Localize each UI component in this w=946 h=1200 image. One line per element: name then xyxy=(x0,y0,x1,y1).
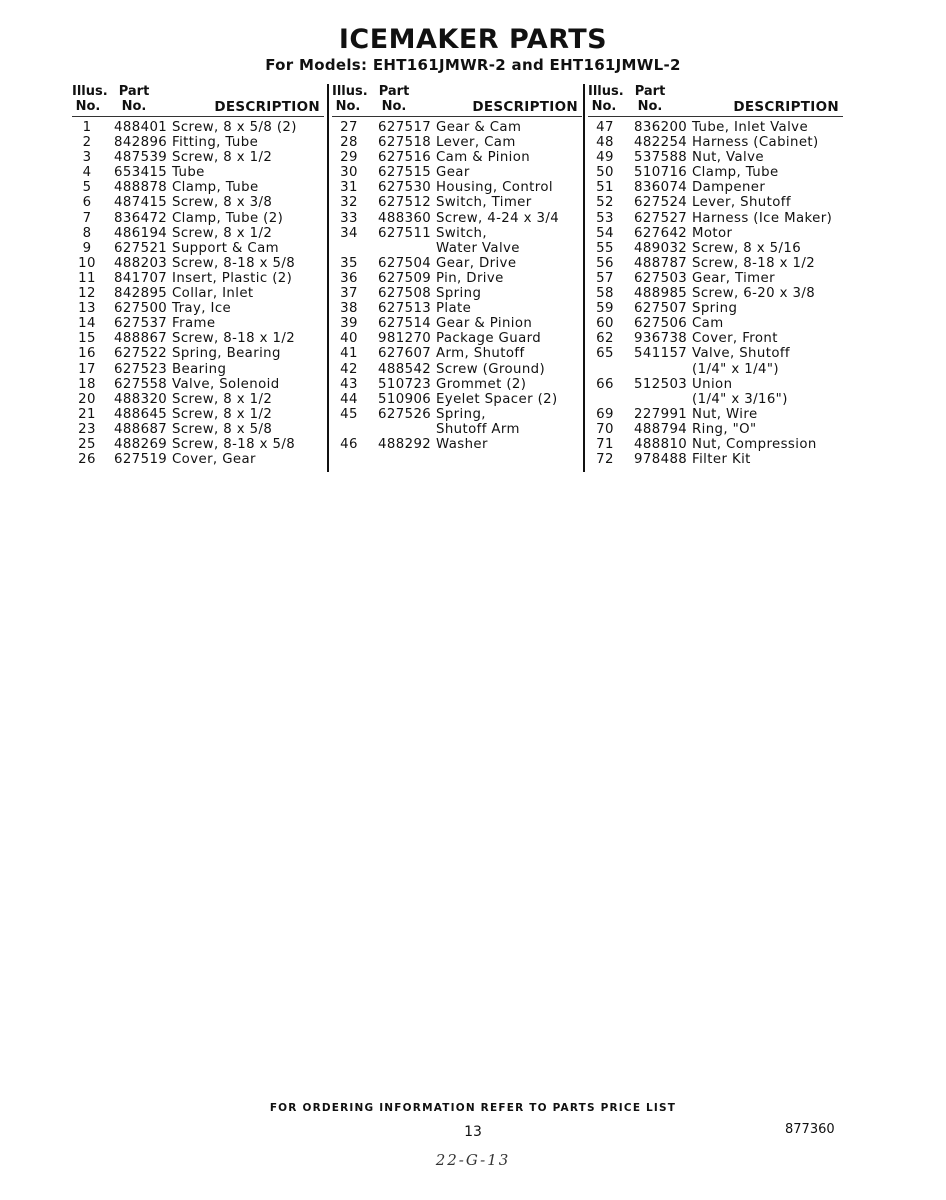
illus-no xyxy=(332,241,366,256)
part-no: 627511 xyxy=(378,225,432,241)
description: Screw, 8 x 3/8 xyxy=(172,195,273,211)
part-no: 488360 xyxy=(378,210,432,226)
page-subtitle: For Models: EHT161JMWR-2 and EHT161JMWL-2 xyxy=(265,56,681,74)
illus-no: 21 xyxy=(78,406,96,422)
illus-no: 9 xyxy=(82,240,92,256)
part-no: 487539 xyxy=(114,150,168,166)
part-no: 488687 xyxy=(114,421,168,437)
part-no: 488292 xyxy=(378,436,432,452)
part-no: 627503 xyxy=(634,270,688,286)
table-row xyxy=(72,407,324,422)
table-row xyxy=(588,392,843,407)
description: Lever, Cam xyxy=(436,135,516,151)
table-row xyxy=(588,195,843,210)
part-no: 488401 xyxy=(114,120,168,135)
illus-no: 55 xyxy=(596,240,614,256)
illus-no: 28 xyxy=(340,135,358,151)
illus-no: 45 xyxy=(340,406,358,422)
parts-column-2 xyxy=(332,84,582,452)
page-title: ICEMAKER PARTS xyxy=(338,24,608,55)
part-no: 512503 xyxy=(634,376,688,392)
description: Screw, 8-18 x 1/2 xyxy=(172,331,296,347)
table-row xyxy=(332,150,582,165)
illus-no: 58 xyxy=(596,286,614,302)
description: Shutoff Arm xyxy=(436,421,520,437)
part-no: 653415 xyxy=(114,165,168,181)
part-no: 627508 xyxy=(378,286,432,302)
part-no: 510906 xyxy=(378,391,432,407)
part-no: 842896 xyxy=(114,135,168,151)
description: Ring, "O" xyxy=(692,421,757,437)
description: Support & Cam xyxy=(172,240,279,256)
table-row xyxy=(332,422,582,437)
parts-column-1 xyxy=(72,84,324,467)
description: Lever, Shutoff xyxy=(692,195,791,211)
part-no: 627506 xyxy=(634,316,688,332)
table-row xyxy=(72,422,324,437)
table-row xyxy=(588,286,843,301)
description: Motor xyxy=(692,225,733,241)
description: Cam & Pinion xyxy=(436,150,531,166)
description: Screw, 8 x 5/8 xyxy=(172,421,273,437)
illus-no: 6 xyxy=(82,195,92,211)
table-row xyxy=(72,180,324,195)
illus-no: 48 xyxy=(596,135,614,151)
description: Valve, Solenoid xyxy=(172,376,280,392)
table-row xyxy=(72,331,324,346)
page-number: 13 xyxy=(464,1124,482,1140)
illus-no: 56 xyxy=(596,255,614,271)
table-row xyxy=(332,331,582,346)
part-no: 537588 xyxy=(634,150,688,166)
table-row xyxy=(332,120,582,135)
description: Screw, 6-20 x 3/8 xyxy=(692,286,816,302)
illus-no: 11 xyxy=(78,270,96,286)
description: Screw (Ground) xyxy=(436,361,546,377)
header-part-no: Part No. xyxy=(118,84,150,114)
illus-no: 7 xyxy=(82,210,92,226)
part-no: 836200 xyxy=(634,120,688,135)
description: Harness (Ice Maker) xyxy=(692,210,833,226)
part-no: 627521 xyxy=(114,240,168,256)
part-no: 836074 xyxy=(634,180,688,196)
table-row xyxy=(588,362,843,377)
table-row xyxy=(332,256,582,271)
table-row xyxy=(332,241,582,256)
table-row xyxy=(332,362,582,377)
part-no: 841707 xyxy=(114,270,168,286)
table-row xyxy=(332,286,582,301)
description: Cover, Front xyxy=(692,331,778,347)
part-no: 627524 xyxy=(634,195,688,211)
description: Screw, 8-18 x 1/2 xyxy=(692,255,816,271)
part-no: 627515 xyxy=(378,165,432,181)
part-no: 627523 xyxy=(114,361,168,377)
table-row xyxy=(72,271,324,286)
table-row xyxy=(332,195,582,210)
part-no: 627522 xyxy=(114,346,168,362)
table-row xyxy=(588,180,843,195)
illus-no: 14 xyxy=(78,316,96,332)
table-row xyxy=(588,150,843,165)
description: Screw, 8 x 1/2 xyxy=(172,406,273,422)
description: Union xyxy=(692,376,733,392)
column-divider xyxy=(327,84,329,472)
table-row xyxy=(72,195,324,210)
table-row xyxy=(588,422,843,437)
illus-no: 36 xyxy=(340,270,358,286)
part-no: 227991 xyxy=(634,406,688,422)
illus-no: 8 xyxy=(82,225,92,241)
part-no: 627500 xyxy=(114,301,168,317)
description: Bearing xyxy=(172,361,227,377)
illus-no: 43 xyxy=(340,376,358,392)
illus-no: 42 xyxy=(340,361,358,377)
part-no: 627518 xyxy=(378,135,432,151)
description: Screw, 8 x 5/16 xyxy=(692,240,802,256)
part-no: 627513 xyxy=(378,301,432,317)
illus-no: 3 xyxy=(82,150,92,166)
part-no xyxy=(366,241,436,256)
table-row xyxy=(588,120,843,135)
table-row xyxy=(588,346,843,361)
illus-no: 15 xyxy=(78,331,96,347)
table-row xyxy=(72,346,324,361)
header-illus-no: Illus. No. xyxy=(72,84,108,114)
description: Gear xyxy=(436,165,470,181)
table-row xyxy=(332,392,582,407)
illus-no: 57 xyxy=(596,270,614,286)
table-row xyxy=(72,301,324,316)
table-row xyxy=(72,362,324,377)
header-description: DESCRIPTION xyxy=(472,99,578,115)
part-no: 488985 xyxy=(634,286,688,302)
table-row xyxy=(72,150,324,165)
part-no: 482254 xyxy=(634,135,688,151)
description: Package Guard xyxy=(436,331,542,347)
part-no: 627514 xyxy=(378,316,432,332)
part-no: 510716 xyxy=(634,165,688,181)
description: Grommet (2) xyxy=(436,376,527,392)
table-row xyxy=(588,377,843,392)
table-row xyxy=(72,165,324,180)
description: Filter Kit xyxy=(692,452,751,468)
illus-no: 32 xyxy=(340,195,358,211)
table-row xyxy=(332,226,582,241)
header-part-no: Part No. xyxy=(378,84,410,114)
description: Gear, Drive xyxy=(436,255,517,271)
parts-rows xyxy=(332,120,582,452)
illus-no: 34 xyxy=(340,225,358,241)
parts-rows xyxy=(588,120,843,467)
table-row xyxy=(332,211,582,226)
description: Switch, Timer xyxy=(436,195,532,211)
table-row xyxy=(72,226,324,241)
part-no xyxy=(622,362,692,377)
description: Screw, 8 x 1/2 xyxy=(172,391,273,407)
table-row xyxy=(588,316,843,331)
table-row xyxy=(72,241,324,256)
part-no: 486194 xyxy=(114,225,168,241)
description: Spring xyxy=(436,286,482,302)
part-no: 488542 xyxy=(378,361,432,377)
description: Clamp, Tube xyxy=(692,165,779,181)
description: (1/4" x 3/16") xyxy=(692,391,788,407)
part-no: 627504 xyxy=(378,255,432,271)
table-row xyxy=(332,377,582,392)
description: Tube xyxy=(172,165,205,181)
illus-no: 17 xyxy=(78,361,96,377)
header-description: DESCRIPTION xyxy=(733,99,839,115)
column-header xyxy=(72,84,324,117)
part-no: 627642 xyxy=(634,225,688,241)
part-no: 627527 xyxy=(634,210,688,226)
table-row xyxy=(332,437,582,452)
description: Switch, xyxy=(436,225,487,241)
description: Tube, Inlet Valve xyxy=(692,120,809,135)
part-no xyxy=(622,392,692,407)
table-row xyxy=(72,452,324,467)
part-no: 487415 xyxy=(114,195,168,211)
illus-no: 44 xyxy=(340,391,358,407)
description: Housing, Control xyxy=(436,180,553,196)
table-row xyxy=(72,120,324,135)
table-row xyxy=(588,452,843,467)
part-no: 627530 xyxy=(378,180,432,196)
parts-rows xyxy=(72,120,324,467)
illus-no: 46 xyxy=(340,436,358,452)
header-description: DESCRIPTION xyxy=(214,99,320,115)
header-illus-no: Illus. No. xyxy=(332,84,368,114)
description: Cover, Gear xyxy=(172,452,256,468)
part-no: 627517 xyxy=(378,120,432,135)
part-no: 627519 xyxy=(114,452,168,468)
part-no xyxy=(366,422,436,437)
header-illus-no: Illus. No. xyxy=(588,84,624,114)
part-no: 627607 xyxy=(378,346,432,362)
part-no: 627512 xyxy=(378,195,432,211)
table-row xyxy=(588,407,843,422)
illus-no: 13 xyxy=(78,301,96,317)
illus-no: 12 xyxy=(78,286,96,302)
illus-no: 41 xyxy=(340,346,358,362)
illus-no: 31 xyxy=(340,180,358,196)
illus-no: 59 xyxy=(596,301,614,317)
table-row xyxy=(332,407,582,422)
part-no: 488203 xyxy=(114,255,168,271)
table-row xyxy=(588,301,843,316)
part-no: 488867 xyxy=(114,331,168,347)
description: Spring xyxy=(692,301,738,317)
illus-no: 47 xyxy=(596,120,614,135)
description: Screw, 8-18 x 5/8 xyxy=(172,255,296,271)
illus-no: 33 xyxy=(340,210,358,226)
part-no: 488787 xyxy=(634,255,688,271)
illus-no: 18 xyxy=(78,376,96,392)
description: Tray, Ice xyxy=(172,301,232,317)
part-no: 488645 xyxy=(114,406,168,422)
part-no: 627558 xyxy=(114,376,168,392)
illus-no: 38 xyxy=(340,301,358,317)
illus-no xyxy=(332,422,366,437)
description: Gear, Timer xyxy=(692,270,775,286)
illus-no: 49 xyxy=(596,150,614,166)
part-no: 488269 xyxy=(114,436,168,452)
part-no: 627537 xyxy=(114,316,168,332)
description: Collar, Inlet xyxy=(172,286,254,302)
table-row xyxy=(332,316,582,331)
part-no: 489032 xyxy=(634,240,688,256)
handwritten-annotation: 22-G-13 xyxy=(435,1151,511,1169)
part-no: 836472 xyxy=(114,210,168,226)
part-no: 627516 xyxy=(378,150,432,166)
description: Harness (Cabinet) xyxy=(692,135,819,151)
description: Valve, Shutoff xyxy=(692,346,791,362)
illus-no: 62 xyxy=(596,331,614,347)
table-row xyxy=(588,135,843,150)
table-row xyxy=(588,165,843,180)
table-row xyxy=(72,316,324,331)
part-no: 981270 xyxy=(378,331,432,347)
illus-no: 50 xyxy=(596,165,614,181)
table-row xyxy=(72,135,324,150)
illus-no: 29 xyxy=(340,150,358,166)
illus-no: 60 xyxy=(596,316,614,332)
description: Nut, Wire xyxy=(692,406,758,422)
table-row xyxy=(332,271,582,286)
table-row xyxy=(72,392,324,407)
part-no: 627507 xyxy=(634,301,688,317)
illus-no: 10 xyxy=(78,255,96,271)
description: Cam xyxy=(692,316,724,332)
illus-no: 70 xyxy=(596,421,614,437)
description: Screw, 8-18 x 5/8 xyxy=(172,436,296,452)
table-row xyxy=(72,437,324,452)
description: Plate xyxy=(436,301,472,317)
illus-no: 54 xyxy=(596,225,614,241)
illus-no: 26 xyxy=(78,452,96,468)
part-no: 627526 xyxy=(378,406,432,422)
description: Pin, Drive xyxy=(436,270,504,286)
part-no: 488320 xyxy=(114,391,168,407)
column-header xyxy=(332,84,582,117)
illus-no: 20 xyxy=(78,391,96,407)
table-row xyxy=(588,331,843,346)
part-no: 936738 xyxy=(634,331,688,347)
illus-no: 52 xyxy=(596,195,614,211)
illus-no: 51 xyxy=(596,180,614,196)
column-header xyxy=(588,84,843,117)
illus-no: 71 xyxy=(596,436,614,452)
description: Water Valve xyxy=(436,240,520,256)
illus-no: 4 xyxy=(82,165,92,181)
illus-no xyxy=(588,362,622,377)
description: Screw, 4-24 x 3/4 xyxy=(436,210,560,226)
illus-no: 2 xyxy=(82,135,92,151)
description: Nut, Valve xyxy=(692,150,764,166)
illus-no: 25 xyxy=(78,436,96,452)
illus-no: 39 xyxy=(340,316,358,332)
table-row xyxy=(332,301,582,316)
parts-column-3 xyxy=(588,84,843,467)
description: Eyelet Spacer (2) xyxy=(436,391,558,407)
table-row xyxy=(588,241,843,256)
description: Screw, 8 x 1/2 xyxy=(172,150,273,166)
table-row xyxy=(588,211,843,226)
table-row xyxy=(332,180,582,195)
description: (1/4" x 1/4") xyxy=(692,361,779,377)
description: Nut, Compression xyxy=(692,436,817,452)
illus-no: 1 xyxy=(82,120,92,135)
description: Clamp, Tube (2) xyxy=(172,210,284,226)
illus-no: 27 xyxy=(340,120,358,135)
part-no: 488878 xyxy=(114,180,168,196)
ordering-note: FOR ORDERING INFORMATION REFER TO PARTS PRICE LIST xyxy=(269,1102,677,1114)
description: Frame xyxy=(172,316,216,332)
illus-no: 40 xyxy=(340,331,358,347)
part-no: 541157 xyxy=(634,346,688,362)
description: Screw, 8 x 5/8 (2) xyxy=(172,120,297,135)
description: Gear & Pinion xyxy=(436,316,533,332)
table-row xyxy=(588,256,843,271)
table-row xyxy=(332,346,582,361)
description: Screw, 8 x 1/2 xyxy=(172,225,273,241)
illus-no: 69 xyxy=(596,406,614,422)
table-row xyxy=(332,165,582,180)
illus-no: 53 xyxy=(596,210,614,226)
table-row xyxy=(332,135,582,150)
part-no: 488794 xyxy=(634,421,688,437)
illus-no: 66 xyxy=(596,376,614,392)
illus-no: 35 xyxy=(340,255,358,271)
description: Spring, xyxy=(436,406,486,422)
part-no: 510723 xyxy=(378,376,432,392)
illus-no: 23 xyxy=(78,421,96,437)
column-divider xyxy=(583,84,585,472)
table-row xyxy=(588,437,843,452)
table-row xyxy=(72,286,324,301)
part-no: 627509 xyxy=(378,270,432,286)
illus-no: 65 xyxy=(596,346,614,362)
illus-no xyxy=(588,392,622,407)
description: Spring, Bearing xyxy=(172,346,281,362)
description: Gear & Cam xyxy=(436,120,522,135)
document-number: 877360 xyxy=(785,1122,835,1137)
table-row xyxy=(588,226,843,241)
table-row xyxy=(72,377,324,392)
description: Washer xyxy=(436,436,488,452)
table-row xyxy=(72,256,324,271)
illus-no: 30 xyxy=(340,165,358,181)
description: Arm, Shutoff xyxy=(436,346,525,362)
description: Insert, Plastic (2) xyxy=(172,270,293,286)
part-no: 978488 xyxy=(634,452,688,468)
part-no: 488810 xyxy=(634,436,688,452)
header-part-no: Part No. xyxy=(634,84,666,114)
table-row xyxy=(72,211,324,226)
description: Fitting, Tube xyxy=(172,135,259,151)
table-row xyxy=(588,271,843,286)
illus-no: 37 xyxy=(340,286,358,302)
part-no: 842895 xyxy=(114,286,168,302)
description: Dampener xyxy=(692,180,766,196)
illus-no: 5 xyxy=(82,180,92,196)
description: Clamp, Tube xyxy=(172,180,259,196)
illus-no: 16 xyxy=(78,346,96,362)
illus-no: 72 xyxy=(596,452,614,468)
